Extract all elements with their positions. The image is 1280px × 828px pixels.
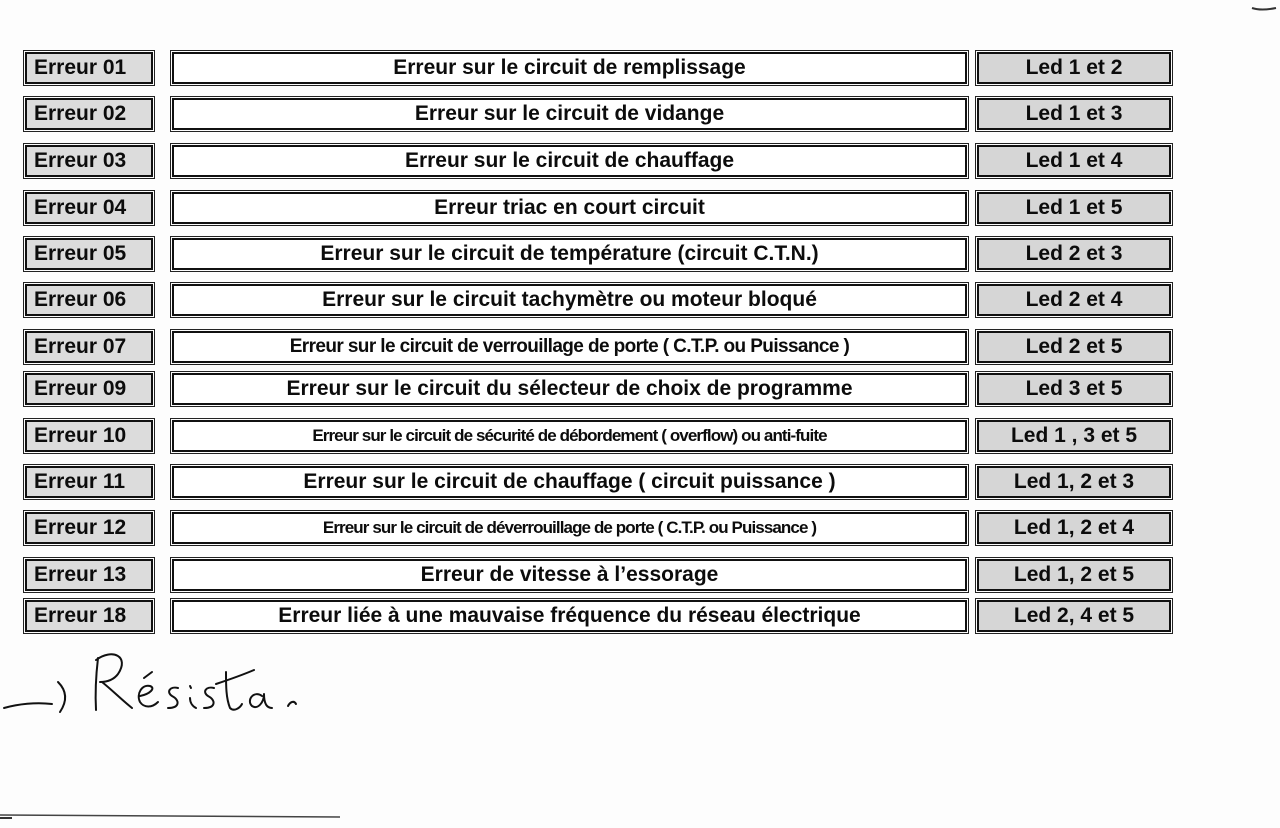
led-indicator-cell: Led 2 et 4	[977, 284, 1171, 316]
led-indicator-cell: Led 1 et 2	[977, 52, 1171, 84]
error-code-cell: Erreur 03	[25, 145, 153, 177]
error-description-cell: Erreur triac en court circuit	[172, 192, 967, 224]
table-row	[0, 331, 1280, 367]
led-indicator-cell: Led 2, 4 et 5	[977, 600, 1171, 632]
error-description-cell: Erreur sur le circuit de chauffage ( circuit puissance )	[172, 466, 967, 498]
error-code-cell: Erreur 10	[25, 420, 153, 452]
scan-artifact-mark	[1238, 2, 1278, 14]
led-indicator-cell: Led 1 et 4	[977, 145, 1171, 177]
table-row	[0, 559, 1280, 595]
error-description-cell: Erreur sur le circuit de vidange	[172, 98, 967, 130]
table-row	[0, 192, 1280, 228]
error-description-cell: Erreur sur le circuit de verrouillage de porte ( C.T.P. ou Puissance )	[172, 331, 967, 363]
table-row	[0, 420, 1280, 456]
led-indicator-cell: Led 2 et 5	[977, 331, 1171, 363]
table-row	[0, 98, 1280, 134]
handwritten-note-strokes	[4, 654, 296, 712]
table-row	[0, 52, 1280, 88]
led-indicator-cell: Led 2 et 3	[977, 238, 1171, 270]
error-description-cell: Erreur sur le circuit de chauffage	[172, 145, 967, 177]
error-code-cell: Erreur 12	[25, 512, 153, 544]
table-row	[0, 284, 1280, 320]
error-code-cell: Erreur 11	[25, 466, 153, 498]
error-description-cell: Erreur sur le circuit de température (circuit C.T.N.)	[172, 238, 967, 270]
led-indicator-cell: Led 1 et 3	[977, 98, 1171, 130]
table-row	[0, 145, 1280, 181]
error-code-cell: Erreur 02	[25, 98, 153, 130]
table-row	[0, 238, 1280, 274]
error-description-cell: Erreur sur le circuit de sécurité de débordement ( overflow) ou anti-fuite	[172, 420, 967, 452]
led-indicator-cell: Led 1, 2 et 3	[977, 466, 1171, 498]
error-code-cell: Erreur 18	[25, 600, 153, 632]
scan-artifact-line	[0, 812, 340, 820]
table-row	[0, 373, 1280, 409]
table-row	[0, 466, 1280, 502]
error-code-cell: Erreur 05	[25, 238, 153, 270]
error-description-cell: Erreur sur le circuit de déverrouillage de porte ( C.T.P. ou Puissance )	[172, 512, 967, 544]
led-indicator-cell: Led 1, 2 et 4	[977, 512, 1171, 544]
error-code-cell: Erreur 06	[25, 284, 153, 316]
table-row	[0, 512, 1280, 548]
handwritten-note	[0, 630, 340, 720]
led-indicator-cell: Led 1, 2 et 5	[977, 559, 1171, 591]
error-description-cell: Erreur sur le circuit tachymètre ou moteur bloqué	[172, 284, 967, 316]
led-indicator-cell: Led 1 , 3 et 5	[977, 420, 1171, 452]
error-code-cell: Erreur 13	[25, 559, 153, 591]
error-code-cell: Erreur 07	[25, 331, 153, 363]
error-code-cell: Erreur 04	[25, 192, 153, 224]
error-description-cell: Erreur sur le circuit du sélecteur de choix de programme	[172, 373, 967, 405]
error-description-cell: Erreur de vitesse à l’essorage	[172, 559, 967, 591]
error-code-cell: Erreur 01	[25, 52, 153, 84]
error-description-cell: Erreur sur le circuit de remplissage	[172, 52, 967, 84]
led-indicator-cell: Led 3 et 5	[977, 373, 1171, 405]
error-code-cell: Erreur 09	[25, 373, 153, 405]
error-description-cell: Erreur liée à une mauvaise fréquence du réseau électrique	[172, 600, 967, 632]
led-indicator-cell: Led 1 et 5	[977, 192, 1171, 224]
